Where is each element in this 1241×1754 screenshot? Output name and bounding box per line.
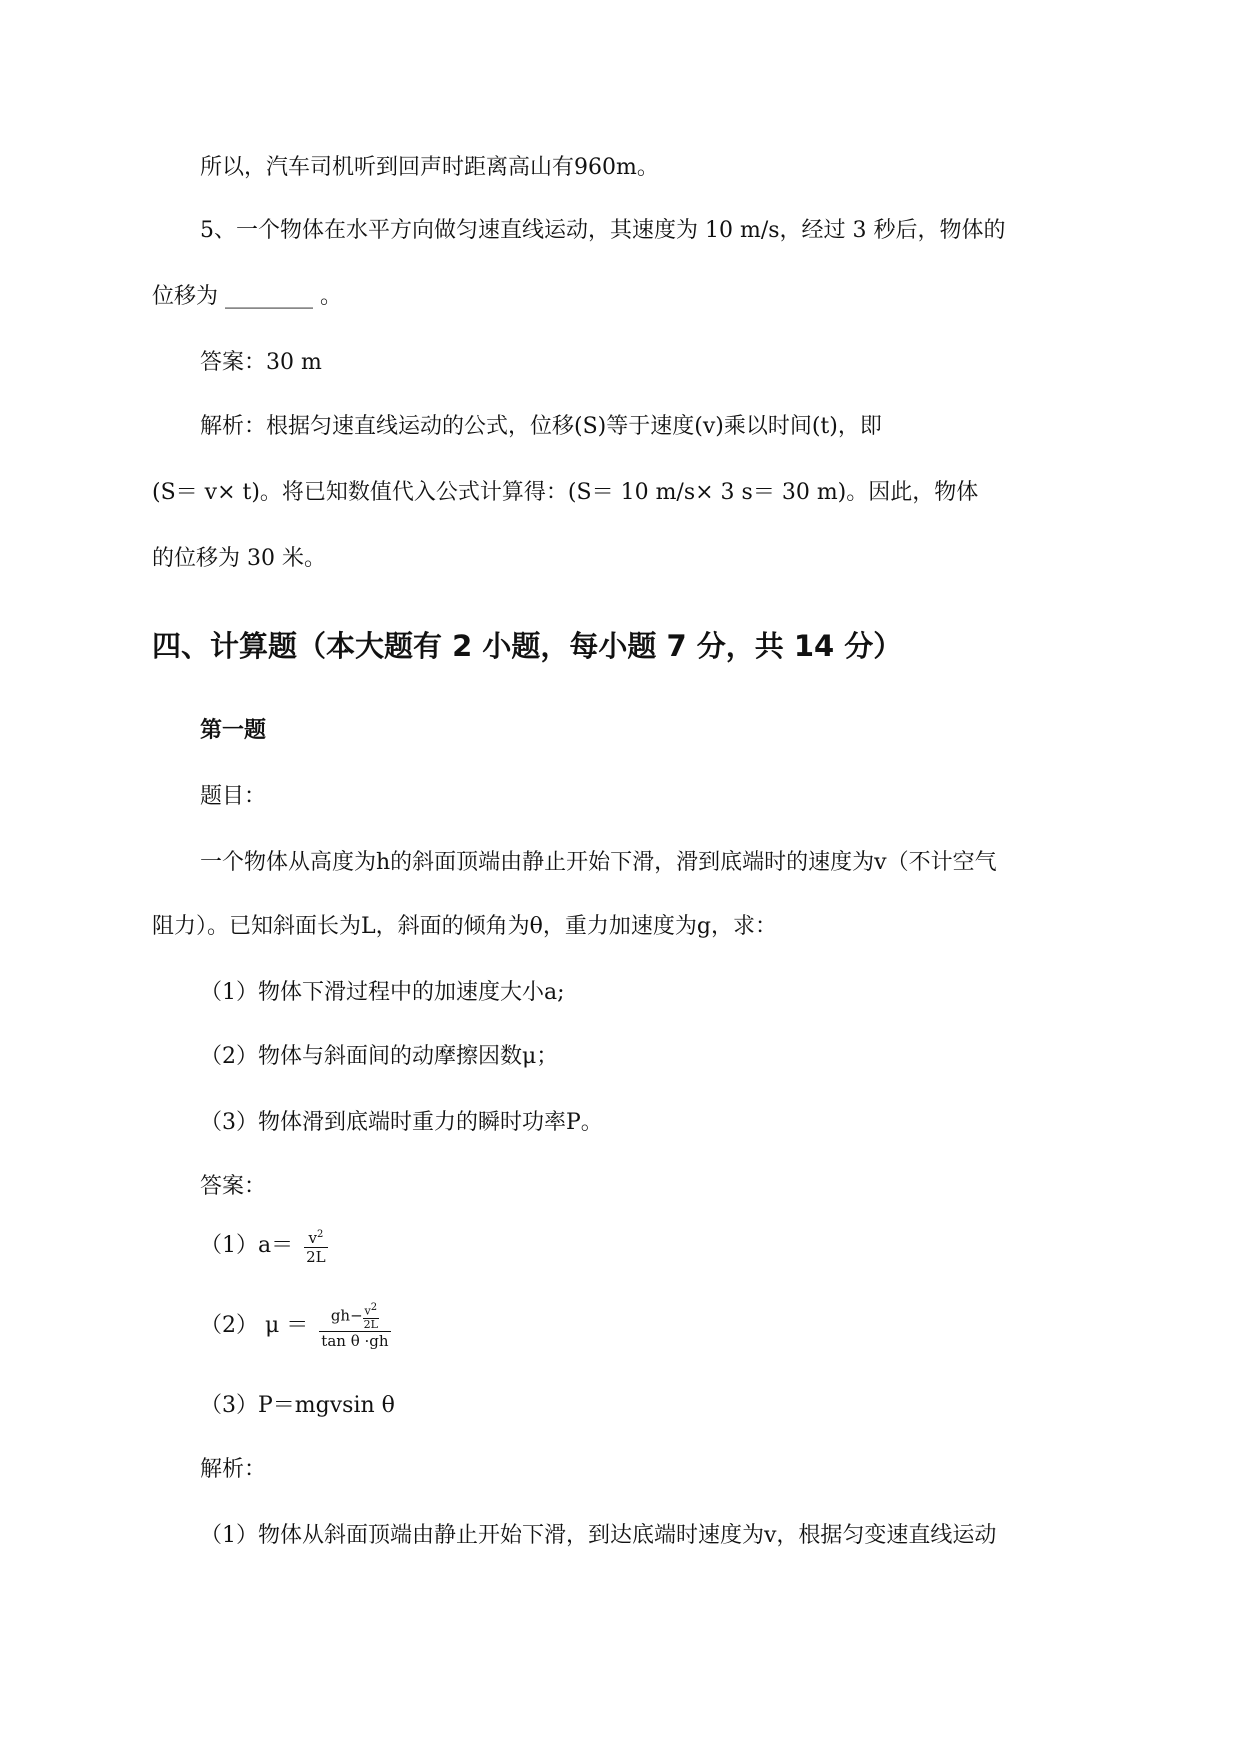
question-part-3: （3）物体滑到底端时重力的瞬时功率P。 xyxy=(200,1110,603,1135)
inner-exponent: 2 xyxy=(370,1302,378,1313)
answer-2-prefix: （2） μ ＝ xyxy=(200,1312,309,1338)
question-part-2: （2）物体与斜面间的动摩擦因数μ； xyxy=(200,1044,559,1069)
question-part-1: （1）物体下滑过程中的加速度大小a; xyxy=(200,980,565,1005)
answer-3-formula: （3）P＝mgvsin θ xyxy=(200,1393,395,1418)
numerator: v xyxy=(308,1229,317,1247)
question-label: 题目： xyxy=(200,784,267,809)
inner-numerator: v xyxy=(364,1304,371,1318)
explanation-line-2: (S＝ v× t)。将已知数值代入公式计算得：(S＝ 10 m/s× 3 s＝ 30 m)。因此，物体 xyxy=(152,480,979,505)
exponent: 2 xyxy=(316,1229,324,1240)
inner-fraction xyxy=(363,1302,379,1331)
text-line: 所以，汽车司机听到回声时距离高山有960m。 xyxy=(200,155,659,180)
section-heading: 四、计算题（本大题有 2 小题，每小题 7 分，共 14 分） xyxy=(152,629,903,663)
explanation-line-1: 解析：根据匀速直线运动的公式，位移(S)等于速度(v)乘以时间(t)，即 xyxy=(200,414,882,439)
inner-denominator: 2L xyxy=(363,1317,378,1331)
answer-1-formula xyxy=(200,1226,328,1266)
numerator-text: gh− xyxy=(330,1306,363,1325)
subheading: 第一题 xyxy=(200,718,267,743)
explanation-line-3: 的位移为 30 米。 xyxy=(152,546,326,571)
denominator: 2L xyxy=(306,1248,326,1266)
question-5-line-2: 位移为 ________ 。 xyxy=(152,284,342,309)
fraction xyxy=(319,1302,390,1350)
answer-1-prefix: （1）a＝ xyxy=(200,1233,294,1258)
question-text-line-1: 一个物体从高度为h的斜面顶端由静止开始下滑，滑到底端时的速度为v（不计空气 xyxy=(200,850,997,875)
answer-label: 答案： xyxy=(200,1174,267,1199)
fraction xyxy=(304,1226,328,1266)
question-text-line-2: 阻力）。已知斜面长为L，斜面的倾角为θ，重力加速度为g，求： xyxy=(152,914,777,939)
answer-line: 答案：30 m xyxy=(200,350,322,375)
answer-2-formula xyxy=(200,1302,391,1350)
explanation-label: 解析： xyxy=(200,1457,267,1482)
denominator: tan θ ·gh xyxy=(321,1331,389,1350)
explanation-text-line-1: （1）物体从斜面顶端由静止开始下滑，到达底端时速度为v，根据匀变速直线运动 xyxy=(200,1523,997,1548)
question-5-line-1: 5、一个物体在水平方向做匀速直线运动，其速度为 10 m/s，经过 3 秒后，物体的 xyxy=(200,218,1006,243)
